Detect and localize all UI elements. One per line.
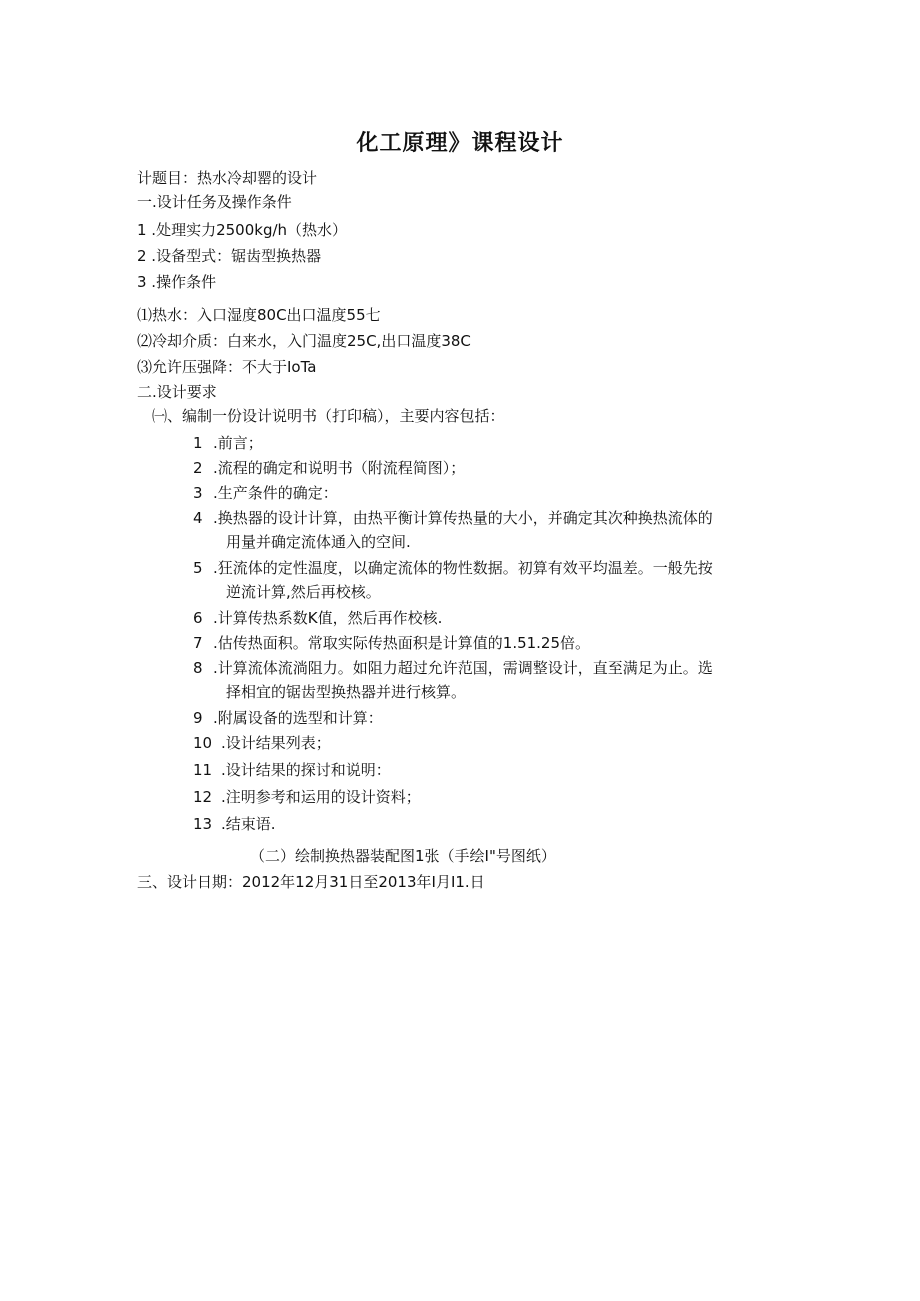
condition-2: ⑵冷却介质：白来水，入门温度25C,出口温度38C [137, 332, 471, 350]
document-page: 化工原理》课程设计 计题目：热水冷却罂的设计 一.设计任务及操作条件 1 .处理实力2500kg∕h（热水） 2 .设备型式：锯齿型换热器 3 .操作条件 ⑴热水：入口湿度80C出口温度55七 ⑵冷却介质：白来水，入门温度25C,出口温度38C ⑶允许压强降：不大于IoTa 二.设计要求 ㈠、编制一份设计说明书（打印稿），主要内容包括： 1 .前言； 2 .流程的确定和说明书（附流程简图）； 3 .生产条件的确定： 4 .换热器的设计计算，由热平衡计算传热量的大小，并确定其次种换热流体的 用量并确定流体通入的空间. 5 .狂流体的定性温度，以确定流体的物性数据。初算有效平均温差。一般先按 逆流计算,然后再校核。 6 .计算传热系数K值，然后再作校核. 7 .估传热面积。常取实际传热面积是计算值的1.51.25倍。 8 .计算流体流淌阻力。如阻力超过允许范国，需调整设计，直至满足为止。选 择相宜的锯齿型换热器并进行核算。 9 .附属设备的选型和计算： 10 .设计结果列表； 11 .设计结果的探讨和说明： 12 .注明参考和运用的设计资料； 13 .结束语. （二）绘制换热器装配图1张（手绘I"号图纸） 三、设计日期：2012年12月31日至2013年I月I1.日 [0, 0, 920, 1301]
list-item-continuation: 逆流计算,然后再校核。 [226, 583, 381, 601]
document-title: 化工原理》课程设计 [356, 131, 564, 156]
task-item-2: 2 .设备型式：锯齿型换热器 [137, 247, 322, 265]
list-item-continuation: 用量并确定流体通入的空间. [226, 533, 411, 551]
design-topic: 计题目：热水冷却罂的设计 [137, 169, 318, 187]
task-item-3: 3 .操作条件 [137, 273, 217, 291]
section2-heading: 二.设计要求 [137, 383, 217, 401]
task-item-1: 1 .处理实力2500kg∕h（热水） [137, 221, 348, 239]
section2-sub1: ㈠、编制一份设计说明书（打印稿），主要内容包括： [152, 407, 505, 425]
section2-sub2: （二）绘制换热器装配图1张（手绘I"号图纸） [250, 847, 556, 865]
list-item-continuation: 择相宜的锯齿型换热器并进行核算。 [226, 683, 467, 701]
design-dates: 三、设计日期：2012年12月31日至2013年I月I1.日 [137, 873, 485, 891]
condition-3: ⑶允许压强降：不大于IoTa [137, 358, 317, 376]
section1-heading: 一.设计任务及操作条件 [137, 193, 292, 211]
condition-1: ⑴热水：入口湿度80C出口温度55七 [137, 306, 381, 324]
